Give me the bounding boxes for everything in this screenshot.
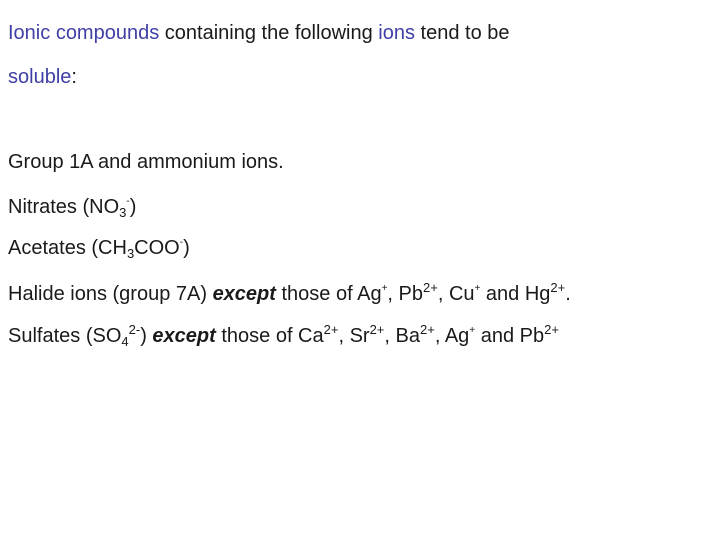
sulfates-except: except — [152, 325, 216, 347]
sulfates-ca-charge: 2+ — [323, 322, 339, 337]
acetates-subscript: 3 — [126, 246, 135, 261]
item-sulfates — [8, 324, 559, 348]
acetates-charge: - — [179, 237, 184, 248]
item-nitrates — [8, 195, 136, 219]
sulfates-sr-charge: 2+ — [369, 322, 385, 337]
sulfates-ca: those of Ca — [215, 325, 324, 347]
sulfates-charge: 2- — [128, 322, 141, 337]
highlight-soluble: soluble — [8, 66, 72, 88]
nitrates-subscript: 3 — [119, 205, 127, 220]
highlight-ions: ions — [378, 22, 415, 44]
nitrates-close: ) — [129, 196, 137, 218]
intro-line-1 — [8, 21, 510, 45]
sulfates-close: ) — [140, 325, 153, 347]
halides-except: except — [212, 283, 276, 305]
acetates-close: ) — [183, 237, 190, 259]
nitrates-charge: - — [126, 196, 130, 207]
halides-ag-charge: + — [381, 283, 388, 294]
halides-cu: , Cu — [437, 283, 475, 305]
nitrates-text: Nitrates (NO — [8, 196, 120, 218]
highlight-ionic: Ionic — [8, 22, 51, 44]
acetates-text: Acetates (CH — [8, 237, 127, 259]
item-group1a — [8, 150, 284, 174]
sulfates-pb: and Pb — [475, 325, 545, 347]
sulfates-ag-charge: + — [469, 325, 476, 336]
highlight-compounds: compounds — [55, 22, 160, 44]
sulfates-sr: , Sr — [338, 325, 370, 347]
acetates-coo: COO — [134, 237, 180, 259]
item-halides — [8, 282, 571, 306]
halides-hg: and Hg — [480, 283, 551, 305]
halides-pb-charge: 2+ — [423, 280, 438, 295]
halides-cu-charge: + — [474, 283, 481, 294]
item-acetates — [8, 236, 190, 260]
halides-ag: those of Ag — [275, 283, 382, 305]
halides-pb: , Pb — [387, 283, 423, 305]
sulfates-ba-charge: 2+ — [419, 322, 435, 337]
intro-text-end: tend to be — [414, 22, 510, 44]
sulfates-text: Sulfates (SO — [8, 325, 122, 347]
item-group1a-text: Group 1A and ammonium ions. — [8, 151, 284, 173]
intro-line-2 — [8, 65, 77, 89]
sulfates-subscript: 4 — [121, 334, 129, 349]
intro-text: containing the following — [159, 22, 379, 44]
halides-hg-charge: 2+ — [550, 280, 566, 295]
sulfates-pb-charge: 2+ — [544, 322, 559, 337]
sulfates-ag: , Ag — [434, 325, 470, 347]
sulfates-ba: , Ba — [384, 325, 420, 347]
intro-colon: : — [71, 66, 77, 88]
halides-period: . — [565, 283, 571, 305]
halides-text: Halide ions (group 7A) — [8, 283, 213, 305]
